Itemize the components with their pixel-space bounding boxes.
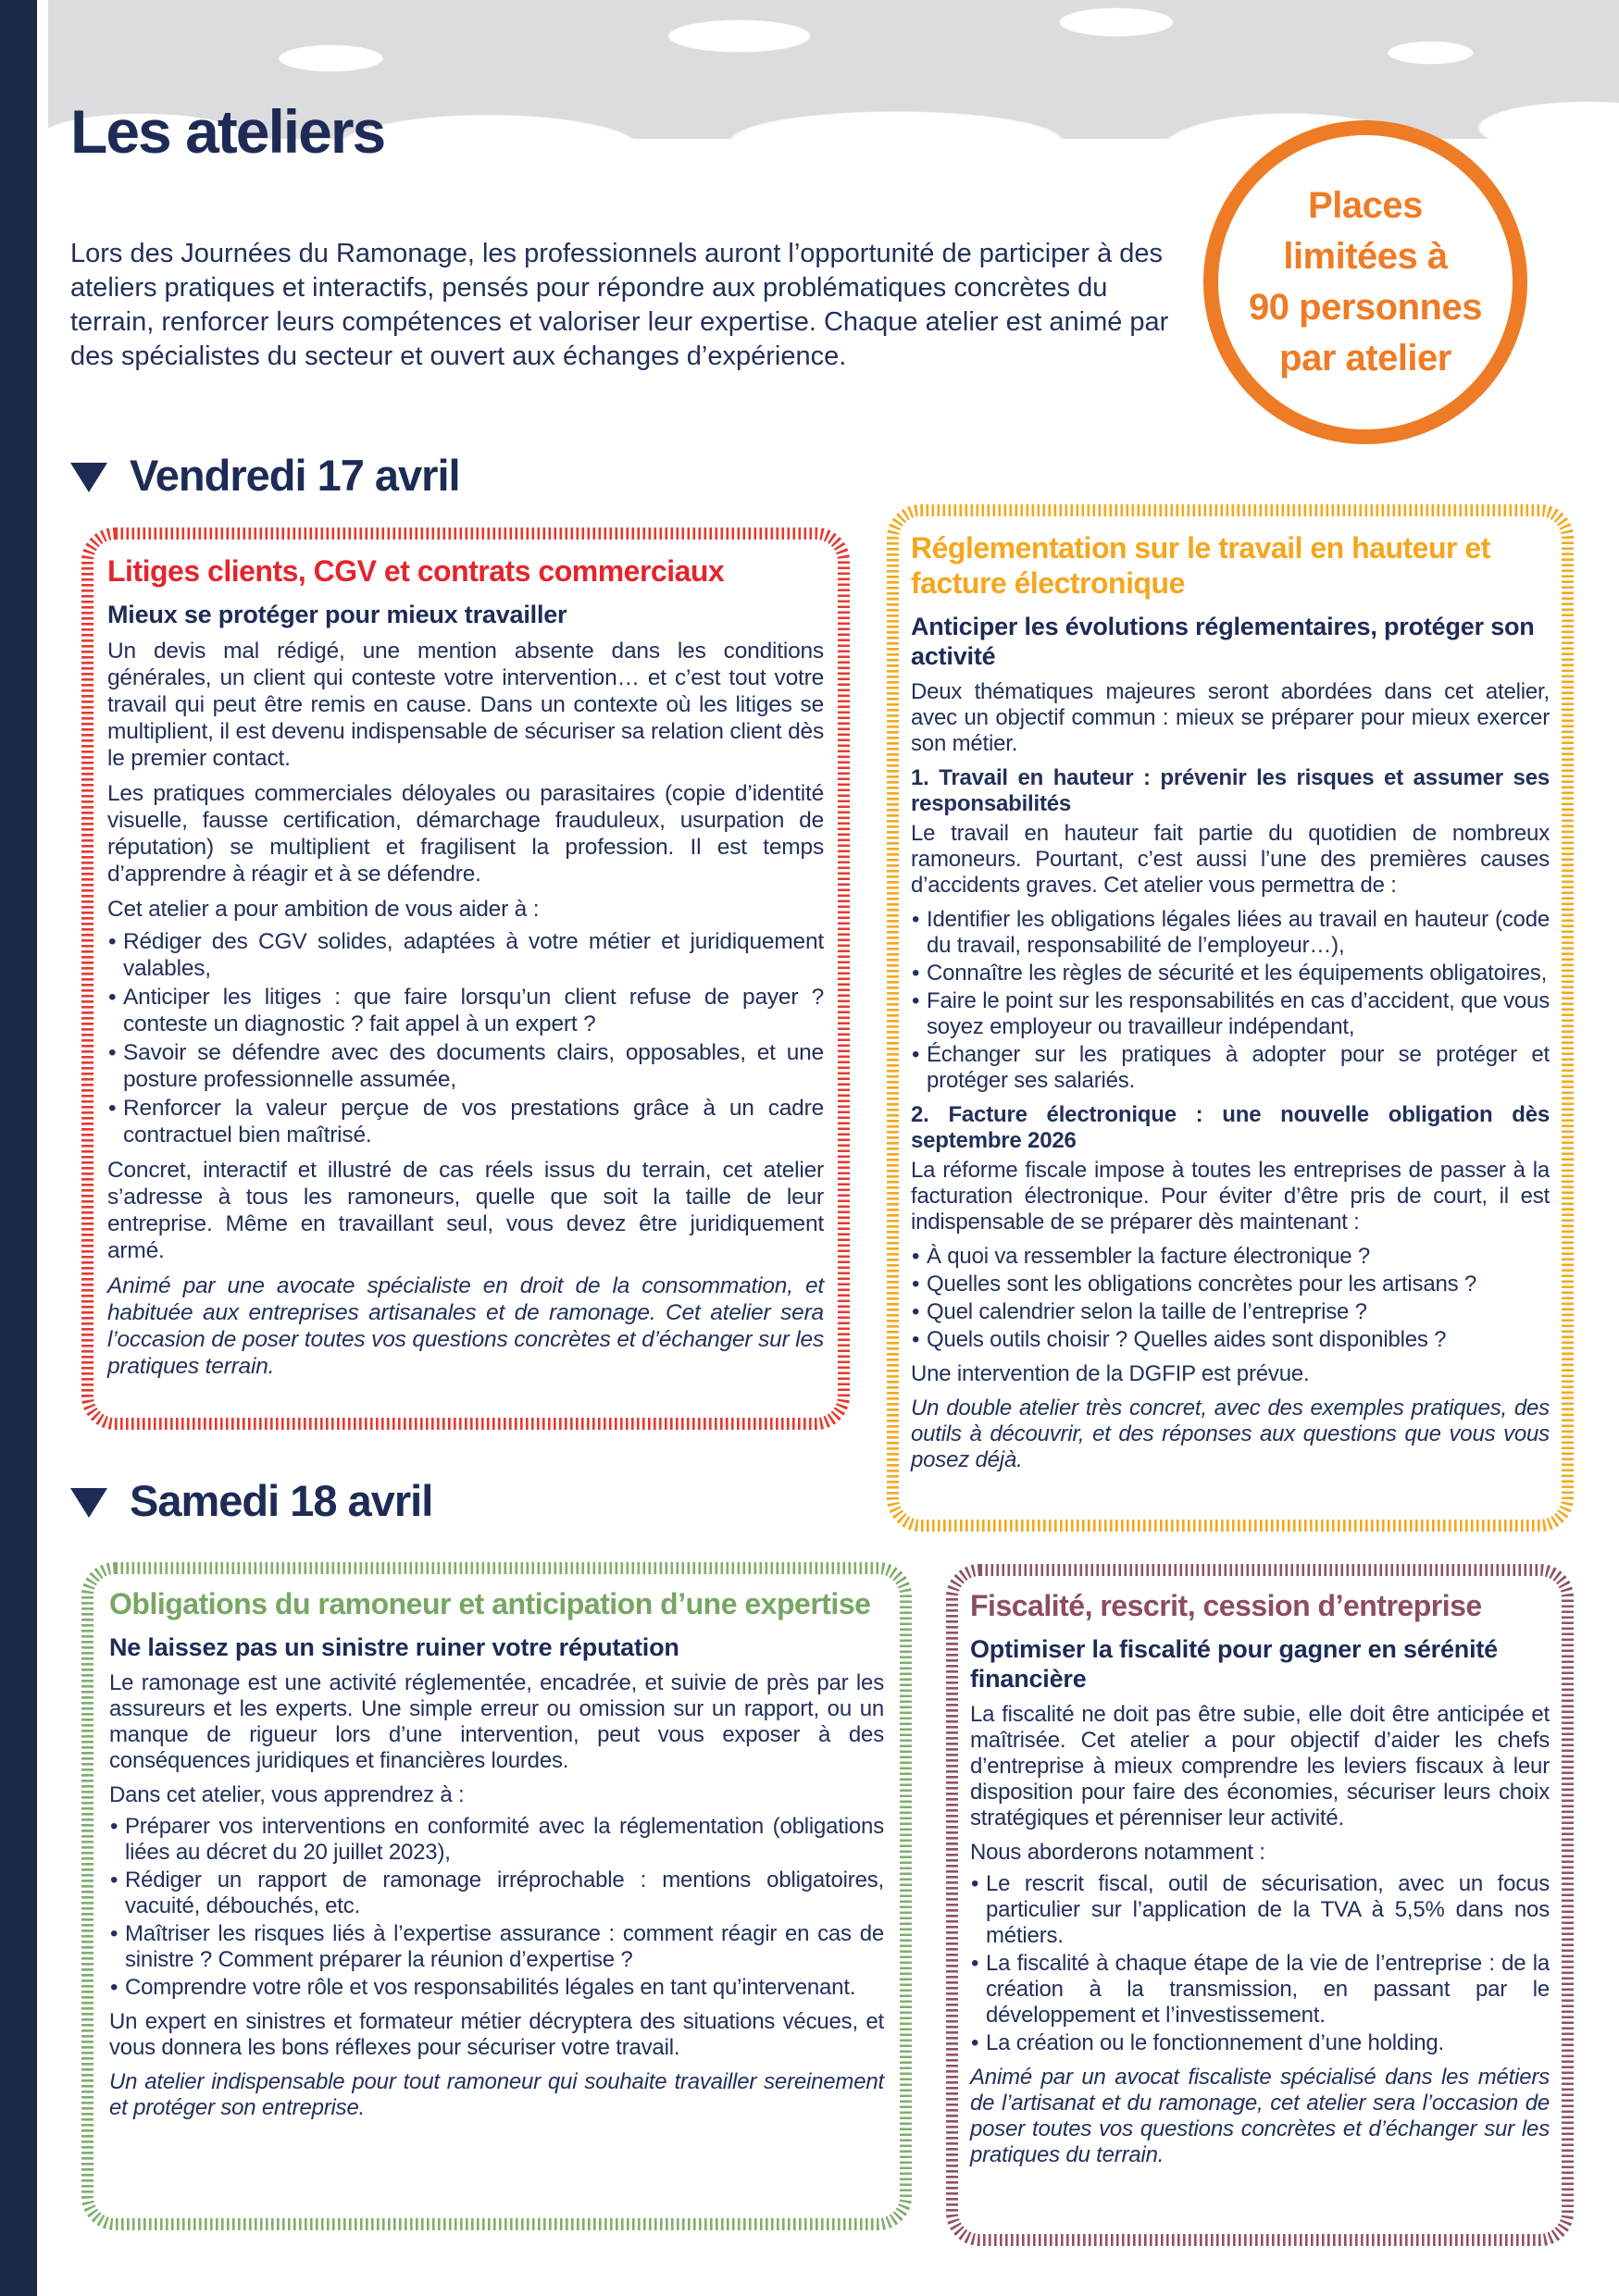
workshop-subtitle: Mieux se protéger pour mieux travailler [107,601,567,628]
left-navy-bar [0,0,37,2296]
bullet-item: • Quelles sont les obligations concrètes pour les artisans ? [911,1272,1550,1297]
workshop-card-litiges [81,527,850,1430]
section-heading-friday [70,450,460,501]
workshop-paragraph: Les pratiques commerciales déloyales ou parasitaires (copie d’identité visuelle, fausse certification, démarchage frauduleux, usurpation de réputation) se multiplient et fragilisent la profession. Il est temps d’apprendre à réagir et à se défendre. [107,781,824,887]
badge-line: par atelier [1279,338,1451,379]
bullet-item: • Quel calendrier selon la taille de l’entreprise ? [911,1299,1550,1325]
bullet-item: • Anticiper les litiges : que faire lorsqu’un client refuse de payer ? conteste un diagnostic ? fait appel à un expert ? [107,984,824,1037]
section-heading-saturday [70,1475,432,1526]
workshop-card-content [109,1586,884,2121]
bullet-item: • Préparer vos interventions en conformité avec la réglementation (obligations liées au décret du 20 juillet 2023), [109,1814,884,1866]
bullet-item: • La création ou le fonctionnement d’une holding. [970,2030,1550,2056]
workshop-paragraph: Le ramonage est une activité réglementée, encadrée, et suivie de près par les assureurs et les experts. Une simple erreur ou omission sur un rapport, ou un manque de rigueur lors d’une intervention, peut vous exposer à des conséquences juridiques et financières lourdes. [109,1670,884,1773]
workshop-subtitle: Optimiser la fiscalité pour gagner en sérénité financière [970,1635,1498,1693]
workshop-lead-in: Cet atelier a pour ambition de vous aider à : [107,897,540,922]
workshop-lead-in: Nous aborderons notamment : [970,1840,1265,1865]
bullet-item: • Savoir se défendre avec des documents clairs, opposables, et une posture professionnelle assumée, [107,1039,824,1093]
workshop-paragraph: Concret, interactif et illustré de cas réels issus du terrain, cet atelier s’adresse à tous les ramoneurs, quelle que soit la taille de leur entreprise. Même en travaillant seul, vous devez être juridiquement armé. [107,1158,824,1263]
places-limit-badge [1203,120,1527,444]
workshop-card-reglementation [887,504,1574,1532]
workshop-paragraph: La fiscalité ne doit pas être subie, elle doit être anticipée et maîtrisée. Cet atelier a pour objectif d’aider les chefs d’entreprise à mieux comprendre les leviers fiscaux à leur disposition pour faire des économies, sécuriser leurs choix stratégiques et pérenniser leur activité. [970,1702,1550,1831]
workshop-numbered-heading: 2. Facture électronique : une nouvelle obligation dès septembre 2026 [911,1102,1550,1153]
workshop-bullet-list [970,1871,1550,2056]
badge-line: Places [1308,185,1423,226]
workshop-paragraph: Deux thématiques majeures seront abordées dans cet atelier, avec un objectif commun : mieux se préparer pour mieux exercer son métier. [911,679,1550,756]
workshop-paragraph: Un expert en sinistres et formateur métier décryptera des situations vécues, et vous donnera les bons réflexes pour sécuriser votre travail. [109,2009,884,2060]
triangle-down-icon [70,463,107,492]
workshop-italic-note: Un double atelier très concret, avec des exemples pratiques, des outils à découvrir, et des réponses aux questions que vous vous posez déjà. [911,1396,1550,1472]
workshop-numbered-heading: 1. Travail en hauteur : prévenir les risques et assumer ses responsabilités [911,765,1550,816]
workshop-italic-note: Un atelier indispensable pour tout ramoneur qui souhaite travailler sereinement et protéger son entreprise. [109,2069,884,2120]
workshop-bullet-list [107,928,824,1148]
bullet-item: • Renforcer la valeur perçue de vos prestations grâce à un cadre contractuel bien maîtrisé. [107,1095,824,1148]
bullet-item: • Rédiger un rapport de ramonage irréprochable : mentions obligatoires, vacuité, débouchés, etc. [109,1868,884,1919]
bullet-item: • Faire le point sur les responsabilités en cas d’accident, que vous soyez employeur ou travailleur indépendant, [911,988,1550,1040]
bullet-item: • Échanger sur les pratiques à adopter pour se protéger et protéger ses salariés. [911,1042,1550,1094]
bullet-item: • Le rescrit fiscal, outil de sécurisation, avec un focus particulier sur l’application de la TVA à 5,5% dans nos métiers. [970,1871,1550,1949]
bullet-item: • Comprendre votre rôle et vos responsabilités légales en tant qu’intervenant. [109,1975,884,2001]
workshop-bullet-list [911,907,1550,1094]
intro-paragraph: Lors des Journées du Ramonage, les professionnels auront l’opportunité de participer à des ateliers pratiques et interactifs, pensés pour répondre aux problématiques concrètes du terrain, renforcer leurs compétences et valoriser leur expertise. Chaque atelier est animé par des spécialistes du secteur et ouvert aux échanges d’expérience. [70,239,1169,371]
bullet-item: • Identifier les obligations légales liées au travail en hauteur (code du travail, responsabilité de l’employeur…), [911,907,1550,959]
workshop-card-content [107,553,824,1380]
workshop-paragraph: Un devis mal rédigé, une mention absente dans les conditions générales, un client qui conteste votre intervention… et c’est tout votre travail qui peut être remis en cause. Dans un contexte où les litiges se multiplient, il est devenu indispensable de sécuriser sa relation client dès le premier contact. [107,639,824,771]
workshop-subtitle: Ne laissez pas un sinistre ruiner votre réputation [109,1633,679,1661]
workshop-subtitle: Anticiper les évolutions réglementaires, protéger son activité [911,613,1535,670]
bullet-item: • Connaître les règles de sécurité et les équipements obligatoires, [911,961,1550,987]
section-heading-label: Samedi 18 avril [130,1476,433,1525]
workshop-title: Réglementation sur le travail en hauteur et facture électronique [911,531,1490,600]
workshop-italic-note: Animé par une avocate spécialiste en droit de la consommation, et habituée aux entreprises artisanales et de ramonage. Cet atelier sera l’occasion de poser toutes vos questions concrètes et d’échanger sur les pratiques terrain. [107,1273,824,1379]
workshop-bullet-list [109,1814,884,2001]
workshop-card-content [911,530,1550,1473]
section-heading-label: Vendredi 17 avril [130,451,460,500]
workshop-title: Obligations du ramoneur et anticipation d’une expertise [109,1587,871,1620]
workshop-italic-note: Animé par un avocat fiscaliste spécialisé dans les métiers de l’artisanat et du ramonage, cet atelier sera l’occasion de poser toutes vos questions concrètes et d’échanger sur les pratiques du terrain. [970,2065,1550,2167]
workshop-bullet-list [911,1244,1550,1353]
bullet-item: • La fiscalité à chaque étape de la vie de l’entreprise : de la création à la transmission, en passant par le développement et l’investissement. [970,1951,1550,2029]
workshop-card-content [970,1588,1550,2168]
bullet-item: • À quoi va ressembler la facture électronique ? [911,1244,1550,1270]
workshop-card-obligations [81,1562,912,2230]
badge-line: limitées à [1283,236,1448,277]
workshop-paragraph: Une intervention de la DGFIP est prévue. [911,1361,1310,1386]
workshop-paragraph: La réforme fiscale impose à toutes les entreprises de passer à la facturation électronique. Pour éviter d’être pris de court, il est indispensable de se préparer dès maintenant : [911,1158,1550,1235]
page-title: Les ateliers [70,97,385,166]
bullet-item: • Quels outils choisir ? Quelles aides sont disponibles ? [911,1327,1550,1353]
workshop-title: Fiscalité, rescrit, cession d’entreprise [970,1589,1482,1622]
workshop-card-fiscalite [946,1564,1574,2246]
workshop-title: Litiges clients, CGV et contrats commerciaux [107,554,725,588]
triangle-down-icon [70,1488,107,1518]
workshop-lead-in: Dans cet atelier, vous apprendrez à : [109,1782,465,1807]
bullet-item: • Rédiger des CGV solides, adaptées à votre métier et juridiquement valables, [107,928,824,982]
workshop-paragraph: Le travail en hauteur fait partie du quotidien de nombreux ramoneurs. Pourtant, c’est aussi l’une des premières causes d’accidents graves. Cet atelier vous permettra de : [911,821,1550,898]
badge-line: 90 personnes [1249,287,1482,328]
bullet-item: • Maîtriser les risques liés à l’expertise assurance : comment réagir en cas de sinistre ? Comment préparer la réunion d’expertise ? [109,1921,884,1973]
